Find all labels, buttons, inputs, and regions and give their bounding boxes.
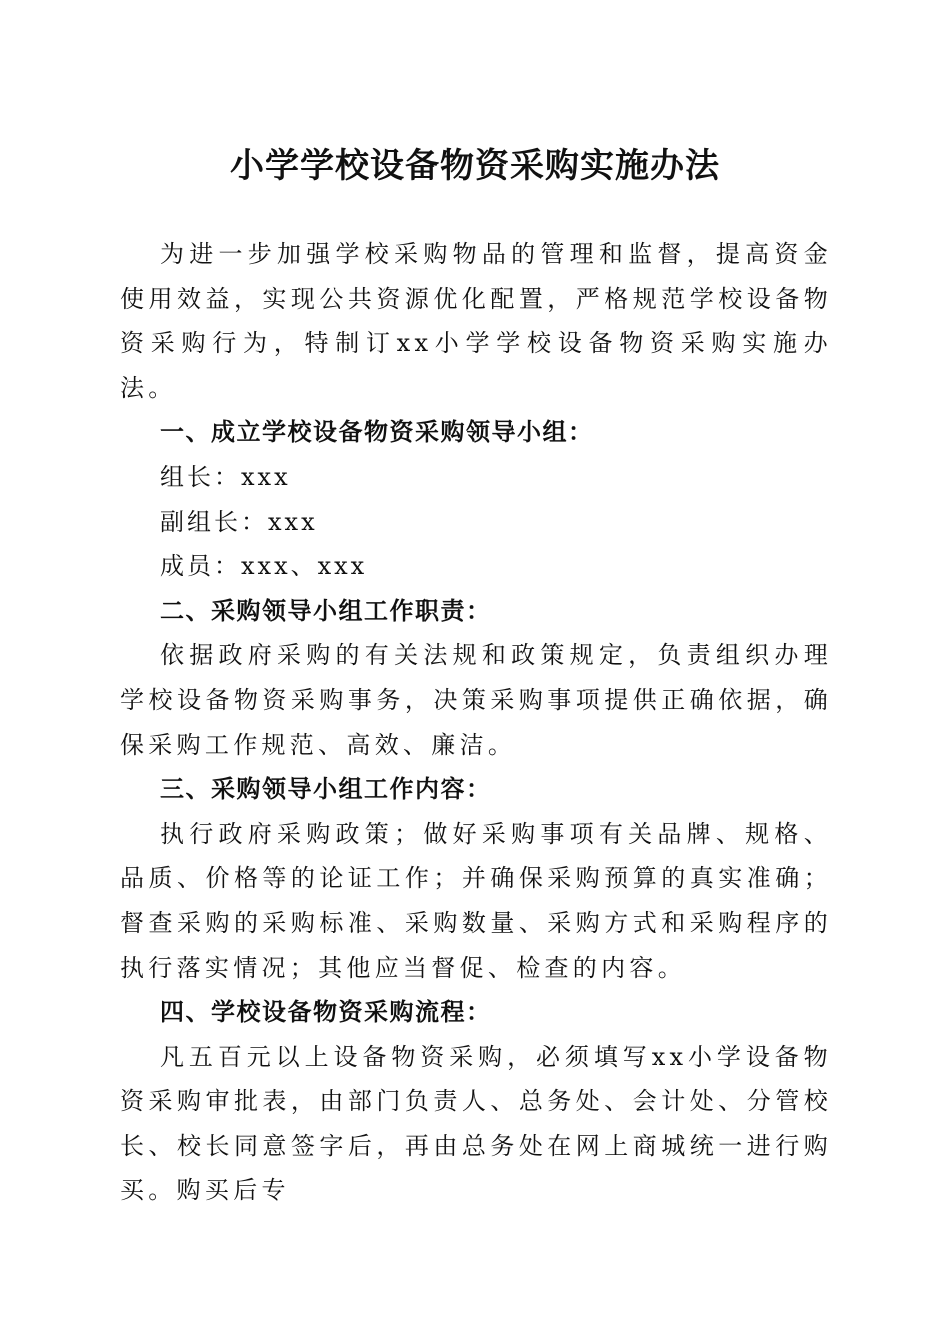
document-body <box>120 232 832 1213</box>
section4-paragraph: 凡五百元以上设备物资采购，必须填写xx小学设备物资采购审批表，由部门负责人、总务处、会计处、分管校长、校长同意签字后，再由总务处在网上商城统一进行购买。购买后专 <box>120 1042 832 1205</box>
members-line: 成员：xxx、xxx <box>160 552 368 581</box>
group-leader-line: 组长：xxx <box>160 462 291 491</box>
section3-heading: 三、采购领导小组工作内容： <box>160 775 492 804</box>
section4-heading: 四、学校设备物资采购流程： <box>160 998 492 1027</box>
intro-paragraph: 为进一步加强学校采购物品的管理和监督，提高资金使用效益，实现公共资源优化配置，严格规范学校设备物资采购行为，特制订xx小学学校设备物资采购实施办法。 <box>120 240 832 402</box>
section2-heading: 二、采购领导小组工作职责： <box>160 596 492 625</box>
document-title: 小学学校设备物资采购实施办法 <box>230 146 720 186</box>
section1-heading: 一、成立学校设备物资采购领导小组： <box>160 418 594 447</box>
section2-paragraph: 依据政府采购的有关法规和政策规定，负责组织办理学校设备物资采购事务，决策采购事项提供正确依据，确保采购工作规范、高效、廉洁。 <box>120 641 832 759</box>
deputy-leader-line: 副组长：xxx <box>160 507 318 536</box>
section3-paragraph: 执行政府采购政策；做好采购事项有关品牌、规格、品质、价格等的论证工作；并确保采购预算的真实准确；督查采购的采购标准、采购数量、采购方式和采购程序的执行落实情况；其他应当督促、检查的内容。 <box>120 819 832 982</box>
